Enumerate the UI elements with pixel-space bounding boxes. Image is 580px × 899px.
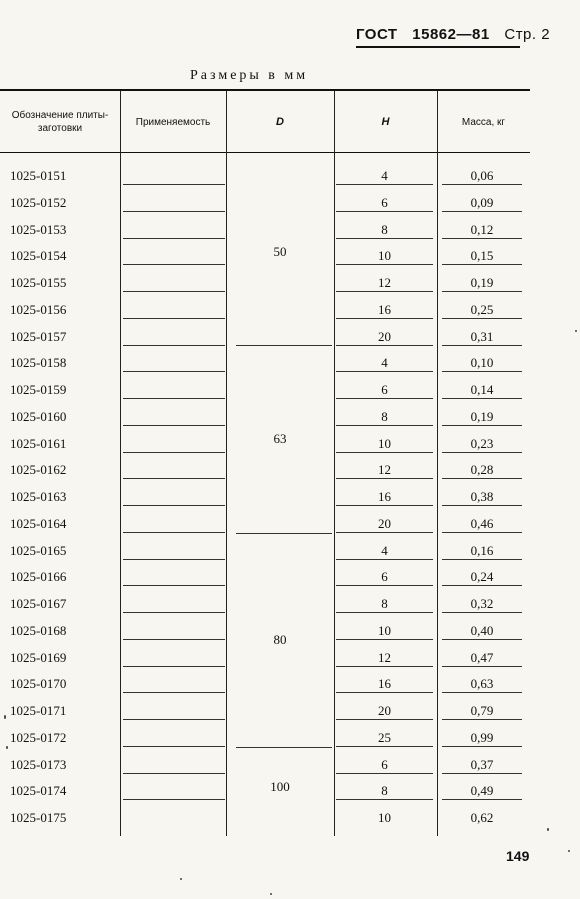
h-cell: 8 [381, 596, 388, 611]
h-cell: 8 [381, 221, 388, 237]
mass-cell: 0,49 [470, 783, 494, 799]
mass-cell: 0,12 [470, 221, 494, 237]
designation-cell: 1025-0153 [10, 221, 67, 237]
column-header-designation: Обозначение плиты-заготовки [11, 110, 109, 134]
h-cell: 6 [381, 194, 388, 210]
print-speck [547, 828, 549, 831]
column-header-mass: Масса, кг [461, 116, 506, 128]
mass-cell: 0,19 [470, 408, 494, 424]
d-group [226, 158, 334, 345]
mass-cell: 0,14 [470, 382, 494, 397]
h-cell: 20 [378, 328, 391, 344]
d-group [226, 747, 334, 827]
designation-cell: 1025-0163 [10, 489, 67, 504]
designation-cell: 1025-0161 [10, 435, 67, 451]
h-cell: 10 [378, 435, 391, 451]
table-top-rule [0, 89, 530, 91]
h-cell: 4 [381, 355, 388, 371]
h-cell: 12 [378, 649, 391, 665]
h-cell: 20 [378, 515, 391, 531]
column-header-h: H [381, 115, 390, 128]
designation-cell: 1025-0154 [10, 248, 67, 264]
designation-cell: 1025-0160 [10, 408, 67, 424]
h-cell: 25 [378, 729, 391, 745]
designation-cell: 1025-0151 [10, 168, 67, 183]
designation-cell: 1025-0168 [10, 622, 67, 638]
designation-cell: 1025-0156 [10, 301, 67, 317]
header-rule [356, 46, 520, 48]
mass-cell: 0,09 [470, 194, 494, 210]
mass-cell: 0,46 [470, 515, 494, 531]
mass-cell: 0,62 [470, 810, 494, 825]
print-speck [270, 893, 272, 895]
page-number: 149 [506, 848, 530, 864]
mass-cell: 0,38 [470, 489, 494, 504]
standard-number: 15862—81 [412, 26, 490, 43]
mass-cell: 0,25 [470, 301, 494, 317]
designation-cell: 1025-0173 [10, 756, 67, 772]
print-speck [4, 715, 6, 719]
mass-cell: 0,99 [470, 729, 494, 745]
h-cell: 12 [378, 275, 391, 290]
mass-cell: 0,16 [470, 542, 494, 558]
h-cell: 6 [381, 756, 388, 772]
print-speck [180, 878, 182, 880]
d-value: 80 [273, 631, 287, 647]
mass-cell: 0,15 [470, 248, 494, 264]
page-label: Стр. 2 [504, 26, 551, 43]
designation-cell: 1025-0170 [10, 676, 67, 692]
mass-cell: 0,06 [470, 168, 494, 183]
h-cell: 8 [381, 408, 388, 424]
print-speck [575, 330, 577, 332]
designation-cell: 1025-0162 [10, 462, 67, 478]
mass-cell: 0,40 [470, 622, 494, 638]
mass-cell: 0,63 [470, 676, 494, 692]
designation-cell: 1025-0164 [10, 515, 67, 531]
d-value: 50 [273, 243, 287, 259]
designation-cell: 1025-0155 [10, 275, 67, 290]
mass-cell: 0,24 [470, 569, 494, 585]
h-cell: 16 [378, 301, 391, 317]
mass-cell: 0,19 [470, 275, 494, 290]
designation-cell: 1025-0171 [10, 703, 67, 718]
d-group [226, 345, 334, 532]
designation-cell: 1025-0172 [10, 729, 67, 745]
column-header-d: D [276, 115, 284, 128]
designation-cell: 1025-0174 [10, 783, 67, 799]
h-cell: 12 [378, 462, 391, 478]
print-speck [568, 850, 570, 852]
h-cell: 10 [378, 248, 391, 264]
designation-cell: 1025-0157 [10, 328, 67, 344]
designation-cell: 1025-0159 [10, 382, 67, 397]
h-cell: 6 [381, 569, 388, 585]
h-cell: 16 [378, 489, 391, 504]
d-value: 100 [270, 778, 290, 794]
mass-cell: 0,37 [470, 756, 494, 772]
h-cell: 20 [378, 703, 391, 718]
print-speck [6, 746, 8, 749]
h-cell: 10 [378, 622, 391, 638]
column-header-application: Применяемость [135, 116, 211, 128]
mass-cell: 0,23 [470, 435, 494, 451]
designation-cell: 1025-0175 [10, 810, 67, 825]
h-cell: 8 [381, 783, 388, 799]
designation-cell: 1025-0167 [10, 596, 67, 611]
designation-cell: 1025-0166 [10, 569, 67, 585]
h-cell: 6 [381, 382, 388, 397]
designation-cell: 1025-0152 [10, 194, 67, 210]
designation-cell: 1025-0169 [10, 649, 67, 665]
d-value: 63 [273, 430, 287, 446]
h-cell: 4 [381, 168, 388, 183]
designation-cell: 1025-0158 [10, 355, 67, 371]
units-caption: Размеры в мм [190, 68, 309, 83]
table-header-rule [0, 152, 530, 153]
d-group [226, 533, 334, 747]
h-cell: 10 [378, 810, 391, 825]
standard-reference [356, 26, 551, 43]
h-cell: 16 [378, 676, 391, 692]
mass-cell: 0,79 [470, 703, 494, 718]
mass-cell: 0,31 [470, 328, 494, 344]
designation-cell: 1025-0165 [10, 542, 67, 558]
mass-cell: 0,10 [470, 355, 494, 371]
gost-label: ГОСТ [356, 26, 398, 43]
mass-cell: 0,47 [470, 649, 494, 665]
h-cell: 4 [381, 542, 388, 558]
mass-cell: 0,28 [470, 462, 494, 478]
mass-cell: 0,32 [470, 596, 494, 611]
